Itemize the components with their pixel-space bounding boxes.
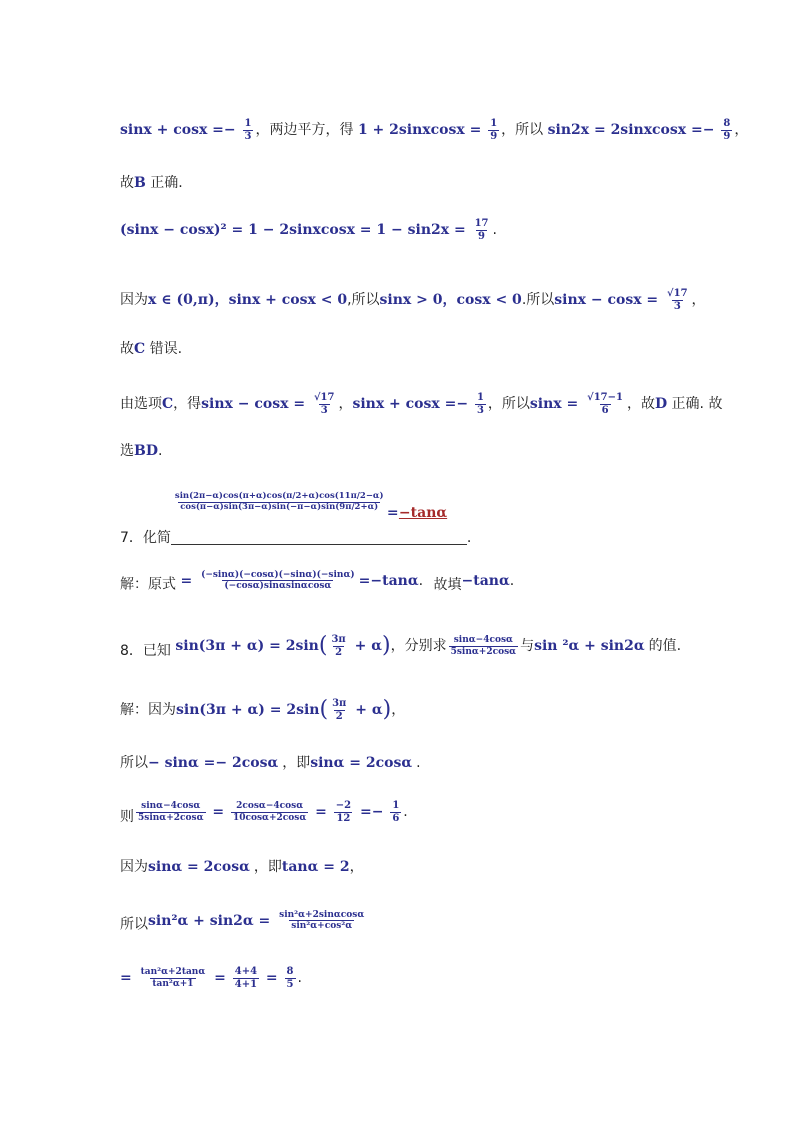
sin-squared-fraction: $\frac{\text{sin²α+2sinαcosα}}{\text{sin²α+cos²α}}$ (279, 910, 365, 932)
solution-8-line-6: = $\frac{\text{tan²α+2tanα}}{\text{tan²α+1}}$ = $\frac{4+4}{4+1}$ = $\frac{8}{5}$ . (120, 966, 302, 990)
q7-answer: −tanα (398, 505, 448, 521)
q7-expression-fraction: $\frac{\sin(2\pi-\alpha)\cos(\pi+\alpha)\cos(\pi/2+\alpha)\cos(11\pi/2-\alpha)}{\cos(\pi-\alpha)\sin(3\pi-\alpha)\sin(-\pi-\alpha)\sin(9\pi/2+\alpha)}$ (174, 491, 384, 512)
option-c-label: C (134, 341, 146, 357)
question-7-label: 7．化简 (120, 530, 171, 546)
q8-ratio-fraction: $\frac{\sin\alpha-4\cos\alpha}{5\sin\alpha+2\cos\alpha}$ (450, 635, 517, 657)
solution-8-line-3: 则 $\frac{\sin\alpha-4\cos\alpha}{5\sin\alpha+2\cos\alpha}$ = $\frac{2\cos\alpha-4\cos\alpha}{10\cos\alpha+2\cos\alpha}$ = $\frac{-2}{12}$ =− $\frac{1}{6}$ . (120, 800, 408, 825)
solution-7-label: 解：原式 (120, 576, 176, 593)
fraction-minus2-over-12: $\frac{-2}{12}$ (335, 800, 352, 824)
solution-line-5: 故C 错误. (120, 341, 183, 357)
fraction-eight-ninths: $\frac{8}{9}$ (723, 118, 731, 142)
ratio-fraction: $\frac{\sin\alpha-4\cos\alpha}{5\sin\alpha+2\cos\alpha}$ (138, 801, 204, 823)
math-domain-condition: x ∈ (0,π)，sinx + cosx < 0 (148, 292, 348, 308)
fraction-seventeen-ninths: $\frac{17}{9}$ (474, 218, 489, 242)
math-sign-condition: sinx > 0，cosx < 0 (379, 292, 522, 308)
solution-line-2: 故B 正确. (120, 175, 183, 191)
fraction-sqrt17-over-3: $\frac{√17}{3}$ (313, 392, 335, 416)
fraction-one-third: $\frac{1}{3}$ (244, 118, 252, 142)
solution-line-3: (sinx − cosx)² = 1 − 2sinxcosx = 1 − sin2x = $\frac{17}{9}$ . (120, 218, 497, 242)
fraction-sqrt17-over-3: $\frac{√17}{3}$ (667, 288, 688, 312)
s7-result: =−tanα (358, 572, 419, 589)
fraction-one-ninth: $\frac{1}{9}$ (490, 118, 498, 142)
answer-bd: BD (134, 443, 158, 459)
option-d-label: D (654, 396, 668, 412)
question-8: 8．已知 sin(3π + α) = 2sin( $\frac{3\pi}{2}$ + α)，分别求 $\frac{\sin\alpha-4\cos\alpha}{5\sin\alpha+2\cos\alpha}$ 与sin ²α + sin2α 的值. (120, 633, 682, 659)
solution-line-7: 选BD. (120, 443, 163, 459)
tan-fraction: $\frac{\text{tan²α+2tanα}}{\text{tan²α+1}}$ (140, 967, 206, 989)
numeric-fraction: $\frac{4+4}{4+1}$ (234, 966, 258, 990)
fraction-eight-fifths: $\frac{8}{5}$ (286, 966, 294, 990)
text-therefore: ，所以 (501, 122, 544, 138)
solution-line-6: 由选项C，得sinx − cosx = $\frac{√17}{3}$ ，sinx + cosx =− $\frac{1}{3}$ ，所以sinx = $\frac{√17-1}{6}$ ，故D 正确. 故 (120, 392, 723, 416)
question-7: 7．化简 $\frac{\sin(2\pi-\alpha)\cos(\pi+\alpha)\cos(\pi/2+\alpha)\cos(11\pi/2-\alpha)}{\cos(\pi-\alpha)\sin(3\pi-\alpha)\sin(-\pi-\alpha)\sin(9\pi/2+\alpha)}$ = −tanα . (120, 491, 472, 546)
solution-8-line-4: 因为sinα = 2cosα ，即tanα = 2， (120, 859, 364, 875)
fraction-one-sixth: $\frac{1}{6}$ (392, 800, 400, 824)
solution-line-1: sinx + cosx =− $\frac{1}{3}$ ，两边平方，得 1 + 2sinxcosx = $\frac{1}{9}$ ，所以 sin2x = 2sinxcosx =− $\frac{8}{9}$ ， (120, 118, 749, 142)
s7-fill-answer: −tanα (461, 572, 510, 589)
solution-8-line-1: 解：因为sin(3π + α) = 2sin( $\frac{3\pi}{2}$ + α)， (120, 697, 406, 722)
solution-8-line-2: 所以− sinα =− 2cosα ，即sinα = 2cosα . (120, 755, 421, 771)
fraction-one-third: $\frac{1}{3}$ (476, 392, 484, 416)
fraction-3pi-over-2: $\frac{3\pi}{2}$ (331, 634, 346, 658)
solution-8-label: 解：因为 (120, 702, 176, 718)
text-square-both: ，两边平方，得 (255, 122, 354, 138)
math-sin2x-expr: sin2x = 2sinxcosx =− (547, 122, 720, 138)
solution-7: 解：原式 = $\frac{(-\sin\alpha)(-\cos\alpha)(-\sin\alpha)(-\sin\alpha)}{(-\cos\alpha)\sin\alpha\sin\alpha\cos\alpha}$ =−tanα. 故填−tanα. (120, 570, 515, 593)
math-squared-expr: 1 + 2sinxcosx = (357, 122, 487, 138)
math-difference-expr: sinx − cosx = (554, 292, 664, 308)
solution-line-4: 因为x ∈ (0,π)，sinx + cosx < 0,所以sinx > 0，cosx < 0.所以sinx − cosx = $\frac{√17}{3}$ ， (120, 288, 706, 312)
option-b-label: B (134, 175, 146, 191)
answer-blank: $\frac{\sin(2\pi-\alpha)\cos(\pi+\alpha)\cos(\pi/2+\alpha)\cos(11\pi/2-\alpha)}{\cos(\pi-\alpha)\sin(3\pi-\alpha)\sin(-\pi-\alpha)\sin(9\pi/2+\alpha)}$ = −tanα (171, 492, 467, 545)
s7-fraction: $\frac{(-\sin\alpha)(-\cos\alpha)(-\sin\alpha)(-\sin\alpha)}{(-\cos\alpha)\sin\alpha\sin\alpha\cos\alpha}$ (201, 570, 355, 592)
math-sum-expr: sinx + cosx =− (120, 122, 241, 138)
question-8-label: 8．已知 (120, 643, 171, 659)
fraction-sinx-result: $\frac{√17-1}{6}$ (587, 392, 623, 416)
math-difference-squared: (sinx − cosx)² = 1 − 2sinxcosx = 1 − sin2x = (120, 222, 471, 238)
substituted-fraction: $\frac{2\cos\alpha-4\cos\alpha}{10\cos\alpha+2\cos\alpha}$ (232, 801, 307, 823)
solution-8-line-5: 所以sin²α + sin2α = $\frac{\text{sin²α+2sinαcosα}}{\text{sin²α+cos²α}}$ (120, 910, 365, 933)
fraction-3pi-over-2: $\frac{3\pi}{2}$ (332, 698, 347, 722)
